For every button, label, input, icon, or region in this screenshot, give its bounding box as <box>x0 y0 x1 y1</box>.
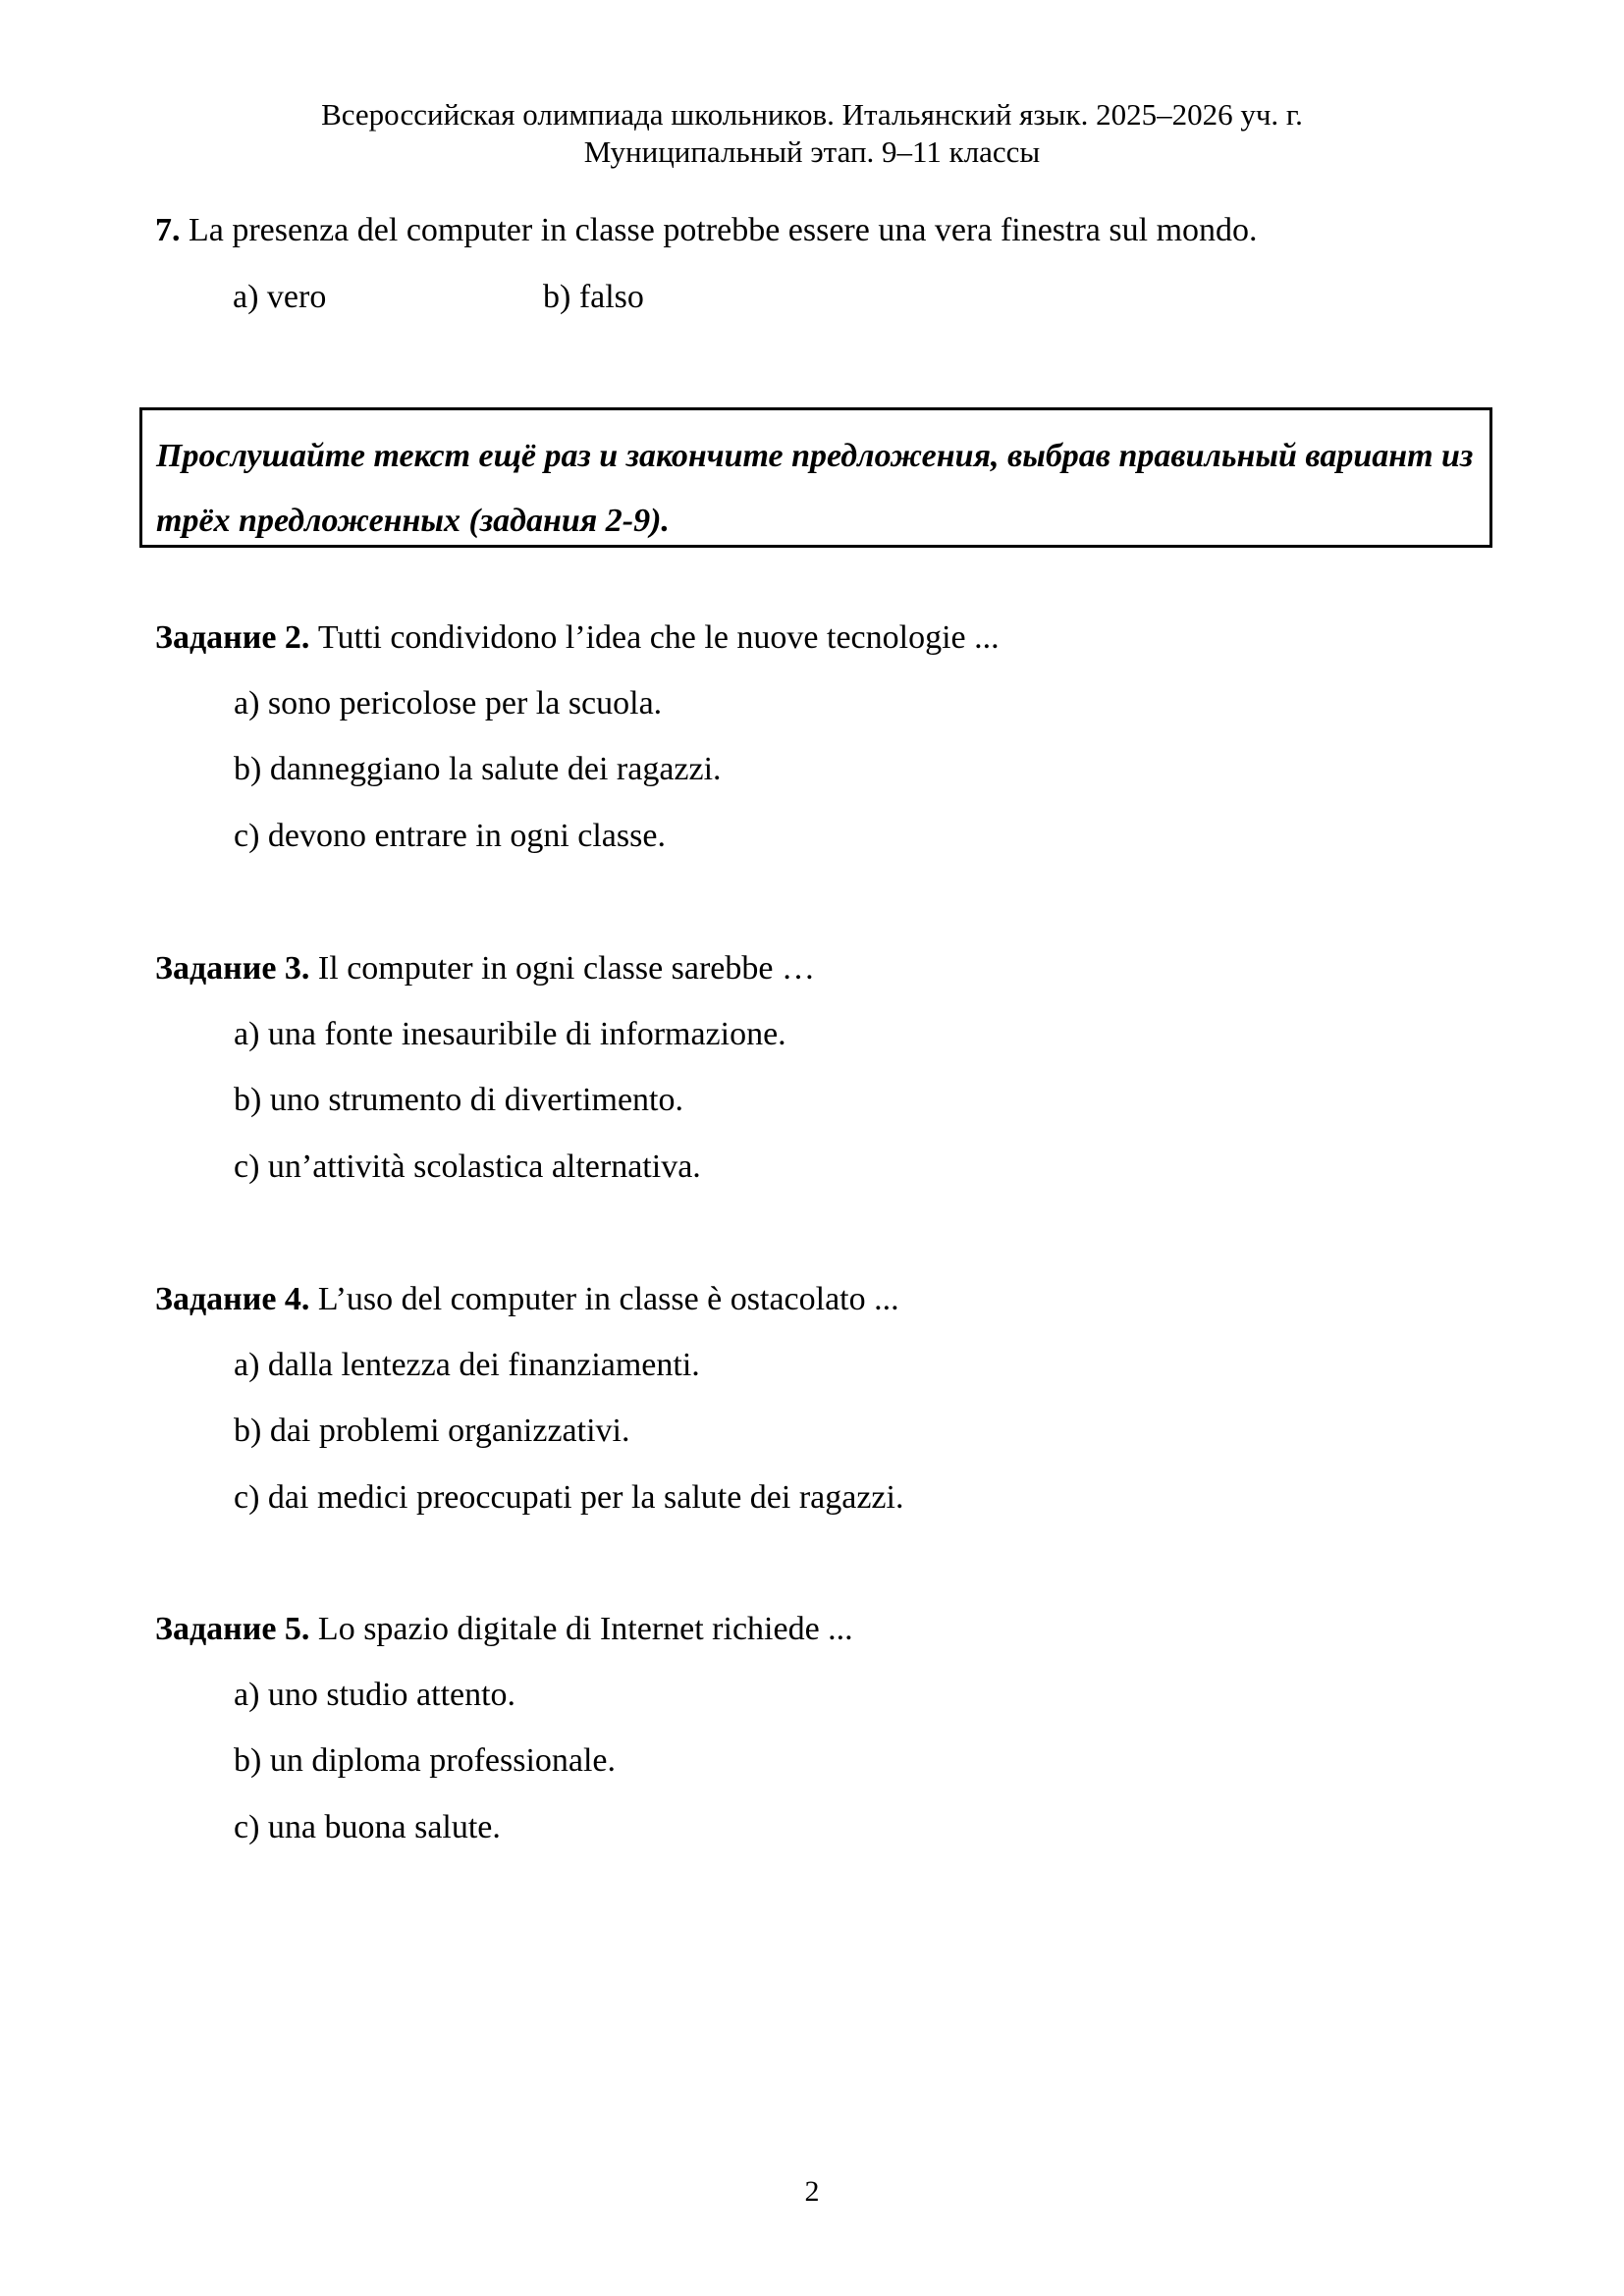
question-7-number: 7. <box>155 212 181 248</box>
task-2-prompt <box>155 618 1000 658</box>
task-4-text: L’uso del computer in classe è ostacolato ... <box>309 1281 899 1317</box>
instruction-box <box>139 407 1492 548</box>
question-7-option-a: a) vero <box>233 279 327 315</box>
task-5-option-b: b) un diploma professionale. <box>234 1742 617 1779</box>
page-header <box>0 96 1624 171</box>
instruction-text: Прослушайте текст ещё раз и закончите предложения, выбрав правильный вариант из трёх предложенных (задания 2-9). <box>156 438 1474 539</box>
task-2-option-b: b) danneggiano la salute dei ragazzi. <box>234 751 722 787</box>
task-4-option-c: c) dai medici preoccupati per la salute dei ragazzi. <box>234 1479 904 1516</box>
header-stage: Муниципальный этап. 9–11 классы <box>583 134 1041 169</box>
task-5-option-c: c) una buona salute. <box>234 1809 501 1845</box>
task-4-prompt <box>155 1280 899 1319</box>
question-7 <box>155 211 1258 250</box>
task-3-option-b: b) uno strumento di divertimento. <box>234 1082 683 1118</box>
task-2-label: Задание 2. <box>155 619 310 656</box>
task-4 <box>155 1280 904 1516</box>
task-2-option-a: a) sono pericolose per la scuola. <box>234 685 663 721</box>
task-3-option-c: c) un’attività scolastica alternativa. <box>234 1148 701 1185</box>
task-5-text: Lo spazio digitale di Internet richiede ... <box>309 1611 853 1647</box>
task-5-option-a: a) uno studio attento. <box>234 1677 516 1713</box>
header-olympiad-title: Всероссийская олимпиада школьников. Итальянский язык. 2025–2026 уч. г. <box>321 97 1303 132</box>
task-4-label: Задание 4. <box>155 1281 310 1317</box>
task-5 <box>155 1610 853 1845</box>
task-2 <box>155 618 1000 854</box>
task-3 <box>155 949 815 1185</box>
task-3-label: Задание 3. <box>155 950 310 987</box>
page-number: 2 <box>804 2175 820 2208</box>
task-5-label: Задание 5. <box>155 1611 310 1647</box>
task-2-option-c: c) devono entrare in ogni classe. <box>234 818 666 854</box>
task-2-text: Tutti condividono l’idea che le nuove tecnologie ... <box>309 619 1000 656</box>
task-5-prompt <box>155 1610 853 1649</box>
task-4-option-a: a) dalla lentezza dei finanziamenti. <box>234 1347 700 1383</box>
task-3-text: Il computer in ogni classe sarebbe … <box>309 950 815 987</box>
question-7-option-b: b) falso <box>543 279 644 315</box>
task-4-option-b: b) dai problemi organizzativi. <box>234 1413 630 1449</box>
question-7-text: La presenza del computer in classe potrebbe essere una vera finestra sul mondo. <box>180 212 1258 248</box>
task-3-option-a: a) una fonte inesauribile di informazione. <box>234 1016 786 1052</box>
task-3-prompt <box>155 949 815 988</box>
